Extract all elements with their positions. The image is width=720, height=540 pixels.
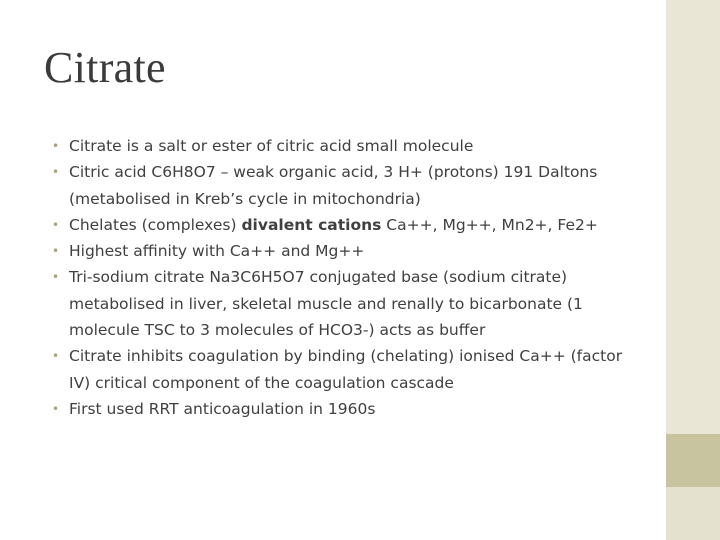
bullet-item <box>52 238 642 264</box>
bullet-text: Tri-sodium citrate Na3C6H5O7 conjugated base (sodium citrate) metabolised in liver, skeletal muscle and renally to bicarbonate (1 molecule TSC to 3 molecules of HCO3-) acts as buffer <box>69 268 583 340</box>
bullet-icon: • <box>52 139 60 153</box>
bullet-text-pre: Chelates (complexes) <box>69 215 242 234</box>
bullet-item <box>52 212 642 238</box>
decorative-sidebar <box>666 0 720 540</box>
bullet-text-post: Ca++, Mg++, Mn2+, Fe2+ <box>381 215 598 234</box>
bullet-item <box>52 159 642 212</box>
bullet-text: First used RRT anticoagulation in 1960s <box>69 399 376 418</box>
bullet-icon: • <box>52 349 60 364</box>
bullet-list <box>52 133 642 422</box>
bullet-icon: • <box>52 244 60 259</box>
bullet-text: Citrate is a salt or ester of citric acid small molecule <box>69 137 474 155</box>
slide-title: Citrate <box>44 43 166 92</box>
sidebar-block-light <box>666 0 720 434</box>
bullet-text: Citrate inhibits coagulation by binding (chelating) ionised Ca++ (factor IV) critical component of the coagulation cascade <box>69 347 623 392</box>
bullet-icon: • <box>52 270 60 285</box>
bullet-item <box>52 264 642 343</box>
sidebar-block-accent <box>666 434 720 487</box>
bullet-text: Highest affinity with Ca++ and Mg++ <box>69 242 365 261</box>
bullet-item <box>52 396 642 422</box>
bullet-icon: • <box>52 401 60 416</box>
sidebar-block-bottom <box>666 487 720 540</box>
bullet-item <box>52 343 642 396</box>
bullet-item <box>52 133 642 159</box>
bullet-text-bold: divalent cations <box>241 215 382 234</box>
bullet-icon: • <box>52 165 60 180</box>
bullet-text: Citric acid C6H8O7 – weak organic acid, 3 H+ (protons) 191 Daltons (metabolised in Kreb’s cycle in mitochondria) <box>69 163 598 208</box>
bullet-icon: • <box>52 217 60 232</box>
